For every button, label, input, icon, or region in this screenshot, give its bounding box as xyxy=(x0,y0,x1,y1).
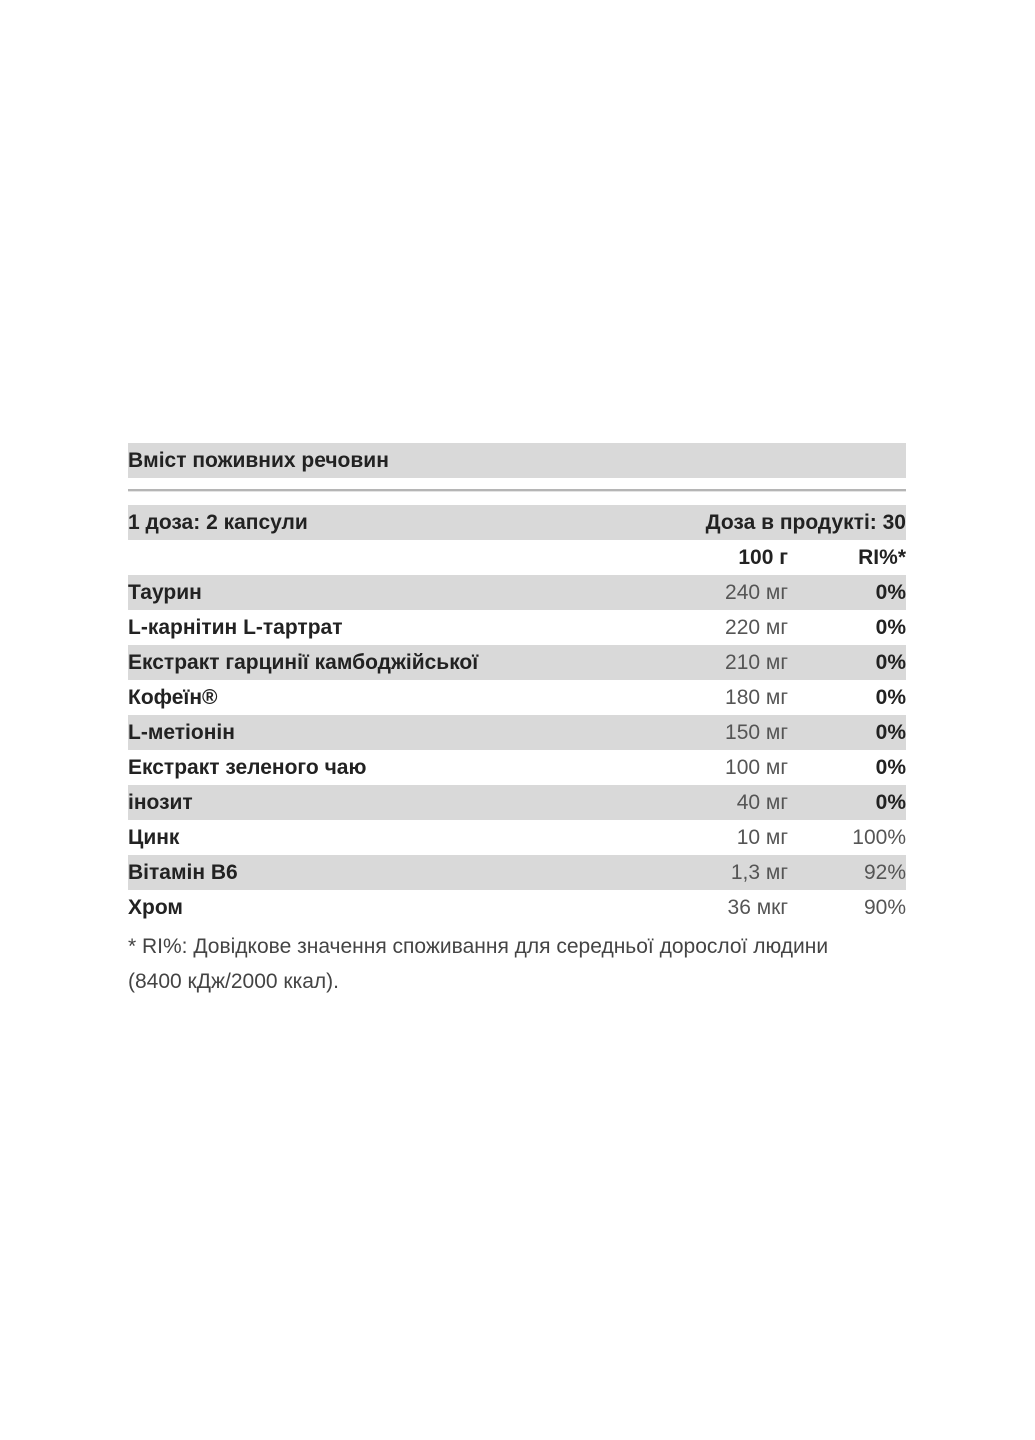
nutrient-ri: 0% xyxy=(875,721,906,744)
nutrient-name: Цинк xyxy=(128,826,180,849)
nutrient-name: Таурин xyxy=(128,581,202,604)
nutrient-amount: 220 мг xyxy=(725,616,788,639)
table-row xyxy=(128,855,906,890)
serving-size: 1 доза: 2 капсули xyxy=(128,510,308,534)
table-row xyxy=(128,610,906,645)
nutrient-amount: 240 мг xyxy=(725,581,788,604)
table-row xyxy=(128,680,906,715)
serving-row xyxy=(128,505,906,540)
nutrient-ri: 92% xyxy=(863,861,906,884)
nutrient-ri: 100% xyxy=(852,826,906,849)
nutrient-name: L-карнітин L-тартрат xyxy=(128,616,343,639)
nutrient-name: інозит xyxy=(128,791,193,814)
nutrient-ri: 0% xyxy=(875,791,906,814)
servings-per-container: Доза в продукті: 30 xyxy=(705,510,906,534)
table-row xyxy=(128,715,906,750)
nutrient-rows xyxy=(128,575,906,925)
table-row xyxy=(128,575,906,610)
footnote: * RI%: Довідкове значення споживання для середньої дорослої людини (8400 кДж/2000 ккал). xyxy=(128,935,829,993)
nutrient-ri: 0% xyxy=(875,651,906,674)
column-header-row xyxy=(128,540,906,575)
nutrient-amount: 10 мг xyxy=(736,826,788,849)
nutrient-amount: 210 мг xyxy=(725,651,788,674)
nutrient-name: Кофеїн® xyxy=(128,686,218,709)
nutrient-name: Екстракт зеленого чаю xyxy=(128,756,367,779)
table-row xyxy=(128,890,906,925)
table-row xyxy=(128,750,906,785)
nutrient-ri: 0% xyxy=(875,756,906,779)
nutrient-amount: 180 мг xyxy=(725,686,788,709)
nutrient-ri: 0% xyxy=(875,616,906,639)
nutrient-amount: 150 мг xyxy=(725,721,788,744)
table-title: Вміст поживних речовин xyxy=(128,443,906,478)
nutrient-amount: 100 мг xyxy=(725,756,788,779)
table-row xyxy=(128,785,906,820)
nutrient-ri: 0% xyxy=(875,581,906,604)
nutrient-ri: 0% xyxy=(875,686,906,709)
nutrient-name: L-метіонін xyxy=(128,721,235,744)
nutrition-table xyxy=(128,443,906,999)
nutrient-name: Хром xyxy=(128,896,183,919)
nutrient-name: Вітамін B6 xyxy=(128,861,238,884)
column-header-amount: 100 г xyxy=(738,546,788,569)
nutrient-amount: 36 мкг xyxy=(727,896,788,919)
table-row xyxy=(128,820,906,855)
table-row xyxy=(128,645,906,680)
nutrient-amount: 40 мг xyxy=(736,791,788,814)
nutrient-amount: 1,3 мг xyxy=(730,861,788,884)
divider xyxy=(128,489,906,492)
column-header-ri: RI%* xyxy=(858,546,906,569)
nutrient-name: Екстракт гарцинії камбоджійської xyxy=(128,651,479,674)
nutrient-ri: 90% xyxy=(863,896,906,919)
